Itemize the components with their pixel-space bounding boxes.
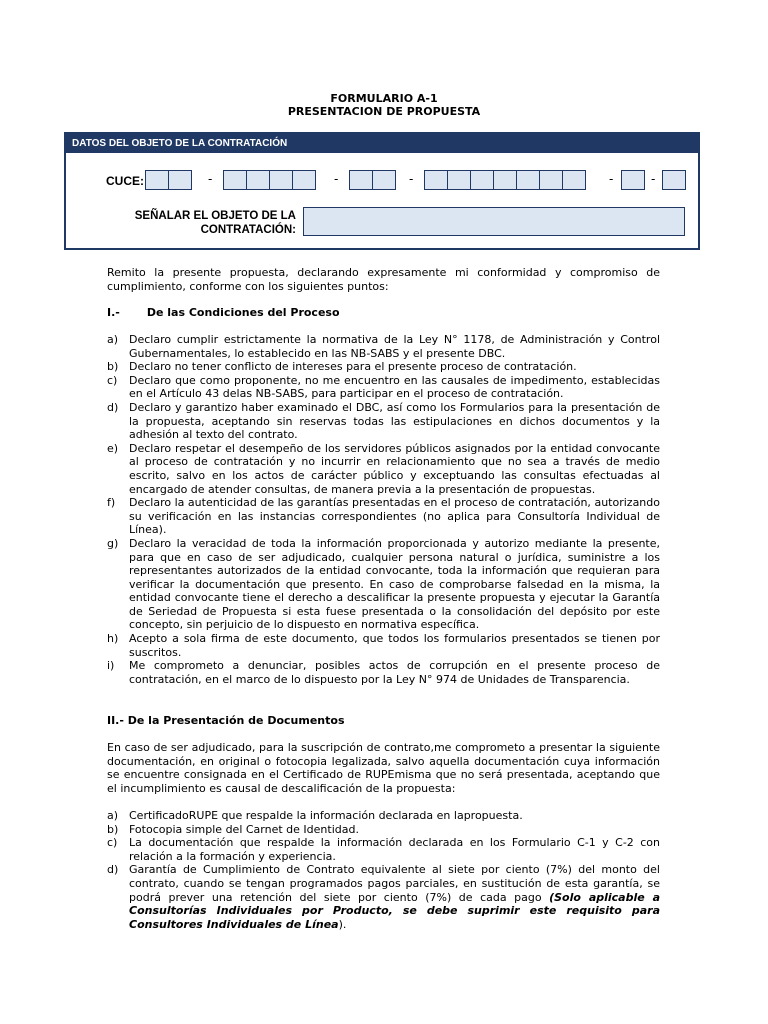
section-1-number: I.-	[107, 306, 120, 319]
item-text: Declaro la autenticidad de las garantías presentadas en el proceso de contratación, autorizando su verificación en las instancias correspondientes (no aplica para Consultoría Individual de Línea).	[129, 496, 660, 537]
cuce-cell[interactable]	[349, 170, 373, 190]
cuce-cell[interactable]	[662, 170, 686, 190]
list-item	[107, 632, 660, 659]
section-1-heading	[107, 306, 340, 319]
item-text: Fotocopia simple del Carnet de Identidad.	[129, 822, 359, 836]
list-item	[107, 537, 660, 632]
list-item	[107, 809, 660, 823]
item-text: Declaro que como proponente, no me encuentro en las causales de impedimento, establecidas en el Artículo 43 delas NB-SABS, para participar en el proceso de contratación.	[129, 373, 660, 401]
item-text: Declaro y garantizo haber examinado el DBC, así como los Formularios para la presentación de la propuesta, aceptando sin reservas todas las estipulaciones en dichos documentos y la adhesión al texto del contrato.	[129, 400, 660, 442]
item-label: b)	[107, 822, 119, 836]
cuce-group-6	[662, 170, 686, 190]
list-item	[107, 823, 660, 837]
cuce-cell[interactable]	[246, 170, 270, 190]
cuce-dash: -	[609, 172, 614, 186]
cuce-cell[interactable]	[493, 170, 517, 190]
section-2-paragraph: En caso de ser adjudicado, para la suscripción de contrato,me comprometo a presentar la siguiente documentación, en original o fotocopia legalizada, salvo aquella documentación cuya información se encuentre consignada en el Certificado de RUPEmisma que no será presentada, aceptando que el incumplimiento es causal de descalificación de la propuesta:	[107, 741, 660, 795]
objeto-label: SEÑALAR EL OBJETO DE LA CONTRATACIÓN:	[134, 210, 296, 236]
item-label: e)	[107, 441, 119, 455]
section-2-list	[107, 809, 660, 931]
cuce-label: CUCE:	[106, 174, 144, 188]
item-label: d)	[107, 400, 119, 414]
section-2-heading: II.- De la Presentación de Documentos	[107, 714, 345, 727]
contract-data-box	[64, 132, 700, 250]
list-item	[107, 863, 660, 931]
item-d-closing: ).	[338, 917, 347, 931]
item-label: f)	[107, 496, 116, 510]
item-text: Declaro respetar el desempeño de los servidores públicos asignados por la entidad convocante al proceso de contratación y no incurrir en relacionamiento que no sea a través de medio escrito, salvo en los actos de carácter público y exceptuando las consultas efectuadas al encargado de atender consultas, de manera previa a la presentación de propuestas.	[129, 441, 660, 496]
cuce-dash: -	[651, 172, 656, 186]
item-text: Declaro cumplir estrictamente la normativa de la Ley N° 1178, de Administración y Control Gubernamentales, lo establecido en las NB-SABS y el presente DBC.	[129, 333, 660, 360]
list-item	[107, 374, 660, 401]
cuce-group-5	[621, 170, 645, 190]
cuce-cell[interactable]	[424, 170, 448, 190]
item-label: a)	[107, 809, 119, 822]
cuce-group-4	[424, 170, 586, 190]
cuce-cell[interactable]	[223, 170, 247, 190]
list-item	[107, 442, 660, 496]
intro-paragraph: Remito la presente propuesta, declarando expresamente mi conformidad y compromiso de cumplimiento, conforme con los siguientes puntos:	[107, 266, 660, 293]
item-label: i)	[107, 659, 115, 673]
item-label: g)	[107, 536, 119, 550]
cuce-cell[interactable]	[621, 170, 645, 190]
section-1-title: De las Condiciones del Proceso	[146, 306, 340, 319]
item-label: c)	[107, 836, 118, 850]
cuce-cell[interactable]	[372, 170, 396, 190]
item-d-emphasis: (Solo aplicable a Consultorías Individuales por Producto, se debe suprimir este requisito para Consultores Individuales de Línea	[129, 890, 660, 931]
cuce-cell[interactable]	[562, 170, 586, 190]
item-label: c)	[107, 373, 118, 387]
cuce-dash: -	[208, 172, 213, 186]
section-1-list	[107, 333, 660, 686]
item-text: Acepto a sola firma de este documento, que todos los formularios presentados se tienen por suscritos.	[129, 632, 660, 659]
cuce-cell[interactable]	[516, 170, 540, 190]
list-item	[107, 659, 660, 686]
list-item	[107, 333, 660, 360]
objeto-input[interactable]	[303, 207, 685, 236]
cuce-dash: -	[409, 172, 414, 186]
item-label: b)	[107, 360, 119, 374]
item-label: d)	[107, 863, 119, 877]
form-subtitle: PRESENTACION DE PROPUESTA	[287, 105, 481, 118]
item-text: La documentación que respalde la información declarada en los Formulario C-1 y C-2 con relación a la formación y experiencia.	[129, 836, 660, 863]
cuce-cell[interactable]	[470, 170, 494, 190]
cuce-cell[interactable]	[145, 170, 169, 190]
cuce-cell[interactable]	[447, 170, 471, 190]
cuce-cell[interactable]	[539, 170, 563, 190]
list-item	[107, 836, 660, 863]
list-item	[107, 360, 660, 374]
item-text	[129, 863, 660, 931]
item-text: Declaro no tener conflicto de intereses para el presente proceso de contratación.	[129, 360, 577, 374]
cuce-group-2	[223, 170, 316, 190]
cuce-dash: -	[334, 172, 339, 186]
cuce-cell[interactable]	[292, 170, 316, 190]
list-item	[107, 401, 660, 442]
item-text: Me comprometo a denunciar, posibles actos de corrupción en el presente proceso de contratación, en el marco de lo dispuesto por la Ley N° 974 de Unidades de Transparencia.	[129, 659, 660, 686]
cuce-cell[interactable]	[269, 170, 293, 190]
item-text: Declaro la veracidad de toda la información proporcionada y autorizo mediante la presente, para que en caso de ser adjudicado, cualquier persona natural o jurídica, suministre a los representantes autorizados de la entidad convocante, toda la información que requieran para verificar la documentación que presento. En caso de comprobarse falsedad en la misma, la entidad convocante tiene el derecho a descalificar la presente propuesta y ejecutar la Garantía de Seriedad de Propuesta si esta fuese presentada o la consolidación del depósito por este concepto, sin perjuicio de lo dispuesto en normativa específica.	[129, 536, 660, 632]
item-label: a)	[107, 333, 119, 346]
item-text: CertificadoRUPE que respalde la información declarada en lapropuesta.	[129, 809, 523, 822]
item-d-text: Garantía de Cumplimiento de Contrato equivalente al siete por ciento (7%) del monto del contrato, cuando se tengan programados pagos parciales, en sustitución de esta garantía, se podrá prever una retención del siete por ciento (7%) de cada pago	[129, 863, 660, 904]
cuce-group-1	[145, 170, 192, 190]
list-item	[107, 496, 660, 537]
form-title: FORMULARIO A-1	[330, 92, 438, 105]
box-header: DATOS DEL OBJETO DE LA CONTRATACIÓN	[66, 134, 698, 153]
cuce-group-3	[349, 170, 396, 190]
cuce-cell[interactable]	[168, 170, 192, 190]
item-label: h)	[107, 632, 119, 646]
